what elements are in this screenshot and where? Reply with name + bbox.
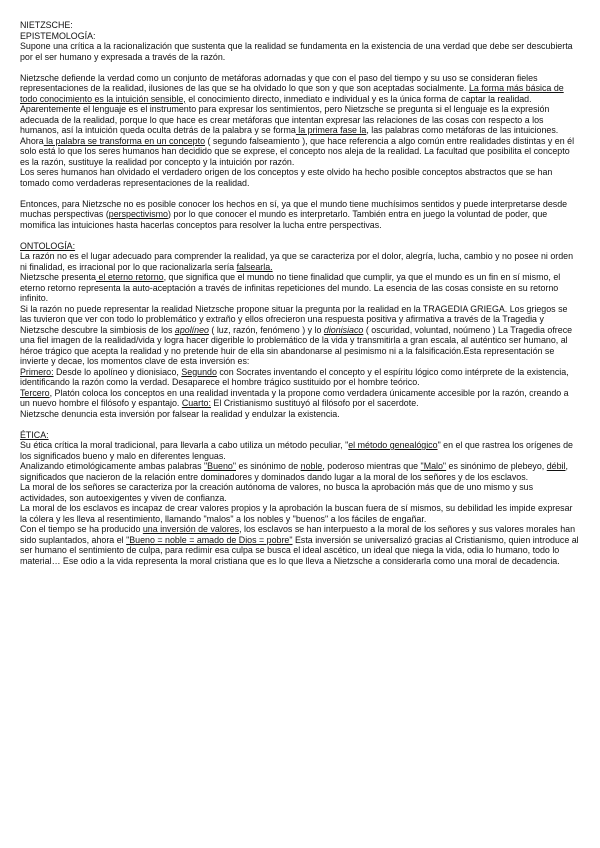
italic-underlined-term: apolíneo [174,324,209,335]
text-run: Nietzsche defiende la verdad como un conjunto de metáforas adornadas y que con el paso del tiempo y su uso se consideran fieles representaciones de la realidad, ilusiones de las que se ha olvidado lo que son y que son aceptadas socialmente. [20,72,538,93]
text-run: Si la razón no puede representar la realidad Nietzsche propone situar la pregunta por la realidad en la TRAGEDIA GRIEGA. Los griegos se las tuvieron que ver con todo lo problemático y extraño y ellos ofrecieron una respuesta positiva y afirmativa a través de la Tragedia y Nietzsche descubre la simbiosis de los [20,303,568,335]
text-run: , que significa que el mundo no tiene finalidad que cumplir, ya que el mundo es un fin en sí mismo, el eterno retorno representa la auto-aceptación a través de infinitas repeticiones del mundo. La esencia de las cosas consiste en su retorno infinito. [20,272,561,303]
underlined-phrase: "Bueno = noble = amado de Dios = pobre" [126,534,293,545]
underlined-phrase: una inversión de valores [142,524,240,534]
epistemologia-paragraph-2 [20,136,580,168]
ontologia-paragraph-2 [20,272,580,304]
underlined-phrase: débil [546,461,566,471]
text-run: " en el que rastrea los orígenes de los significados bueno y malo en diferentes lenguas. [20,440,573,461]
text-run: La razón no es el lugar adecuado para comprender la realidad, ya que se caracteriza por el dolor, alegría, lucha, cambio y no posee ni orden ni finalidad, es irracional por lo que racionalizarla sería [20,251,574,272]
ontologia-paragraph-1 [20,251,580,272]
etica-paragraph-5 [20,524,580,566]
ontologia-paragraph-final: Nietzsche denuncia esta inversión por falsear la realidad y endulzar la existencia. [20,408,340,419]
epistemologia-paragraph-1 [20,73,580,136]
ontologia-primero [20,367,580,388]
text-run: Con el tiempo se ha producido [20,524,143,534]
underlined-phrase: falsearla. [236,261,273,272]
step-label: Segundo [181,366,217,377]
text-run: ( oscuridad, voluntad, noúmeno ) La Tragedia ofrece una fiel imagen de la realidad/vida y logra hacer digerible lo problemático de la vida y transmitirla a gran escala, al auténtico ser humano, al héroe trágico que acepta la realidad y no pretende huir de ella sin abandonarse al pesimismo ni a la falsificación.Esta representación se invierte y decae, los momentos clave de esta inversión es: [20,324,573,366]
underlined-phrase: la primera fase la [295,125,367,135]
underlined-phrase: noble [300,461,323,471]
text-run: ( segundo falseamiento ), que hace referencia a algo común entre realidades distintas y en él solo está lo que los seres humanos han decidido que se exprese, el concepto nos aleja de la realidad. La facultad que posibilita el concepto es la razón, sustituye la realidad por concepto y la intuición por razón. [20,135,575,167]
underlined-phrase: la palabra se transforma en un concepto [43,135,206,146]
ontologia-paragraph-3 [20,304,580,367]
text-run: Ahora [20,135,44,146]
text-run: es sinónimo de plebeyo, [446,461,547,471]
text-run: , Platón coloca los conceptos en una realidad inventada y la propone como verdadera únicamente accesible por la razón, creando a un nuevo hombre el filósofo y espantajo. [20,387,569,408]
text-run: , los esclavos se han interpuesto a la moral de los señores y sus valores morales han sido suplantados, ahora el [20,524,576,545]
underlined-phrase: el método genealógico [348,440,438,450]
epistemologia-intro: Supone una crítica a la racionalización que sustenta que la realidad se fundamenta en la existencia de una verdad que debe ser descubierta por el ser humano y expresada a través de la razón. [20,41,573,62]
step-label: Tercero [20,387,50,398]
text-run: es sinónimo de [236,461,301,471]
section-heading-ontologia: ONTOLOGÍA: [20,240,76,251]
etica-paragraph-4: La moral de los esclavos es incapaz de crear valores propios y la aprobación la buscan fuera de sí mismos, su debilidad les impide expresar la cólera y les lleva al resentimiento, llamando "malos" a los nobles y "buenos" a los fáciles de engañar. [20,503,573,524]
etica-paragraph-2 [20,461,580,482]
text-run: , las palabras como metáforas de las intuiciones. [366,125,559,135]
italic-underlined-term: dionisiaco [323,324,364,335]
text-run: El Cristianismo sustituyó al filósofo por el sacerdote. [210,398,419,408]
etica-paragraph-1 [20,440,580,461]
text-run: Entonces, para Nietzsche no es posible conocer los hechos en sí, ya que el mundo tiene muchísimos sentidos y puede interpretarse desde muchas perspectivas ( [20,198,568,219]
document-title: NIETZSCHE: [20,20,73,30]
underlined-phrase: "Malo" [420,461,447,471]
etica-paragraph-3: La moral de los señores se caracteriza por la creación autónoma de valores, no busca la aprobación más que de uno mismo y sus actividades, son autoexigentes y viven de confianza. [20,482,534,503]
text-run: ) por lo que conocer el mundo es interpretarlo. También entra en juego la voluntad de poder, que momifica las intuiciones hasta hacerlas conceptos para resolver la lucha entre perspectivas. [20,209,548,230]
text-run: , significados que nacieron de la relación entre dominadores y dominados dando lugar a la moral de los señores y de los esclavos. [20,461,568,482]
text-run: Nietzsche presenta [20,272,96,282]
epistemologia-paragraph-3: Los seres humanos han olvidado el verdadero origen de los conceptos y este olvido ha hecho posible conceptos abstractos que se han tomado como verdaderas representaciones de la realidad. [20,167,553,188]
section-heading-etica: ÉTICA: [20,429,49,440]
underlined-phrase: perspectivismo [108,209,168,219]
underlined-phrase: el eterno retorno [95,272,164,282]
text-run: Desde lo apolíneo y dionisiaco, [53,366,182,377]
section-heading-epistemologia: EPISTEMOLOGÍA: [20,30,96,41]
text-run: , poderoso mientras que [322,461,421,471]
step-label: Primero: [20,366,54,377]
underlined-phrase: "Bueno" [204,461,236,471]
text-run: ( luz, razón, fenómeno ) y lo [208,324,324,335]
underlined-phrase: La forma más básica de todo conocimiento es la intuición sensible, [20,83,564,104]
text-run: Analizando etimológicamente ambas palabras [20,461,205,471]
document-page [20,20,580,566]
text-run: el conocimiento directo, inmediato e individual y es la única forma de captar la realidad. Aparentemente el lenguaje es el instrumento para expresar los sentimientos, pero Nietzsche se pregunta si el lenguaje es la expresión adecuada de la realidad, porque lo que hace es crear metáforas que intentan expresar las relaciones de las cosas con respecto a los humanos, así la intuición queda oculta detrás de la palabra y se forma [20,93,550,135]
epistemologia-paragraph-4 [20,199,580,231]
text-run: con Socrates inventando el concepto y el espíritu lógico como intérprete de la existencia, identificando la razón como la verdad. Desaparece el hombre trágico sustituido por el hombre teórico. [20,366,569,387]
text-run: Su ética crítica la moral tradicional, para llevarla a cabo utiliza un método peculiar, " [20,440,349,450]
text-run: Esta inversión se universalizó gracias al Cristianismo, quien introduce al ser humano el sentimiento de culpa, para redimir esa culpa se busca el ideal ascético, un ideal que niega la vida, odia lo humano, todo lo material… Ese odio a la vida representa la moral cristiana que es lo que lleva a Nietzsche a considerarla como una moral de decadencia. [20,534,579,566]
ontologia-tercero [20,388,580,409]
step-label: Cuarto: [181,398,211,408]
